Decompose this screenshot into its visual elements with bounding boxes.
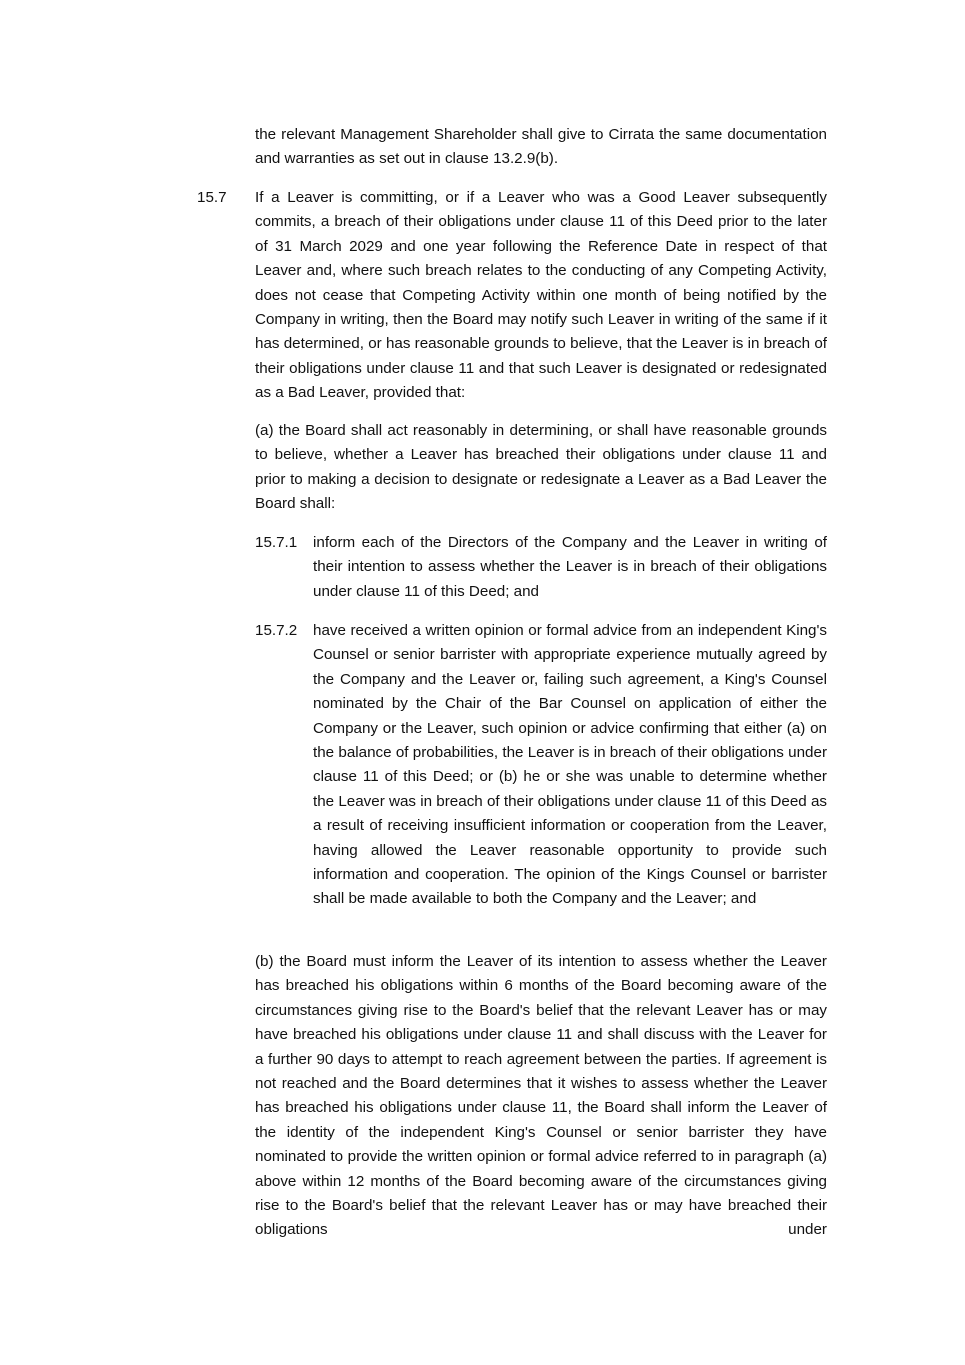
clause-paragraph: If a Leaver is committing, or if a Leaver who was a Good Leaver subsequently commits, a breach of their obligations under clause 11 of this Deed prior to the later of 31 March 2029 and one year following the Reference Date in respect of that Leaver and, where such breach relates to the conducting of any Competing Activity, does not cease that Competing Activity within one month of being notified by the Company in writing, then the Board may notify such Leaver in writing of the same if it has determined, or has reasonable grounds to believe, that the Leaver is in breach of their obligations under clause 11 and that such Leaver is designated or redesignated as a Bad Leaver, provided that: [255, 189, 827, 402]
paragraph-b: (b) the Board must inform the Leaver of its intention to assess whether the Leaver has breached his obligations within 6 months of the Board becoming aware of the circumstances giving rise to the Board's belief that the relevant Leaver has or may have breached his obligations under clause 11 and shall discuss with the Leaver for a further 90 days to attempt to reach agreement between the parties. If agreement is not reached and the Board determines that it wishes to assess whether the Leaver has breached his obligations under clause 11, the Board shall inform the Leaver of the identity of the independent King's Counsel or senior barrister they have nominated to provide the written opinion or formal advice referred to in paragraph (a) above within 12 months of the Board becoming aware of the circumstances giving rise to the Board's belief that the relevant Leaver has or may have breached their obligations under [255, 953, 827, 1239]
subclause-paragraph: have received a written opinion or formal advice from an independent King's Counsel or senior barrister with appropriate experience mutually agreed by the Company and the Leaver or, failing such agreement, a King's Counsel nominated by the Chair of the Bar Counsel on application of either the Company or the Leaver, such opinion or advice confirming that either (a) on the balance of probabilities, the Leaver is in breach of their obligations under clause 11 of this Deed; or (b) he or she was unable to determine whether the Leaver was in breach of their obligations under clause 11 of this Deed as a result of receiving insufficient information or cooperation from the Leaver, having allowed the Leaver reasonable opportunity to provide such information and cooperation. The opinion of the Kings Counsel or barrister shall be made available to both the Company and the Leaver; and [313, 622, 827, 908]
subclause-number: 15.7.1 [255, 534, 298, 551]
clause-number: 15.7 [197, 189, 227, 206]
continuation-paragraph: the relevant Management Shareholder shall give to Cirrata the same documentation and warranties as set out in clause 13.2.9(b). [255, 126, 827, 168]
subclause-number: 15.7.2 [255, 622, 298, 639]
subclause-paragraph: inform each of the Directors of the Company and the Leaver in writing of their intention to assess whether the Leaver is in breach of their obligations under clause 11 of this Deed; and [313, 534, 827, 600]
paragraph-a: (a) the Board shall act reasonably in determining, or shall have reasonable grounds to believe, whether a Leaver has breached their obligations under clause 11 and prior to making a decision to designate or redesignate a Leaver as a Bad Leaver the Board shall: [255, 422, 827, 513]
